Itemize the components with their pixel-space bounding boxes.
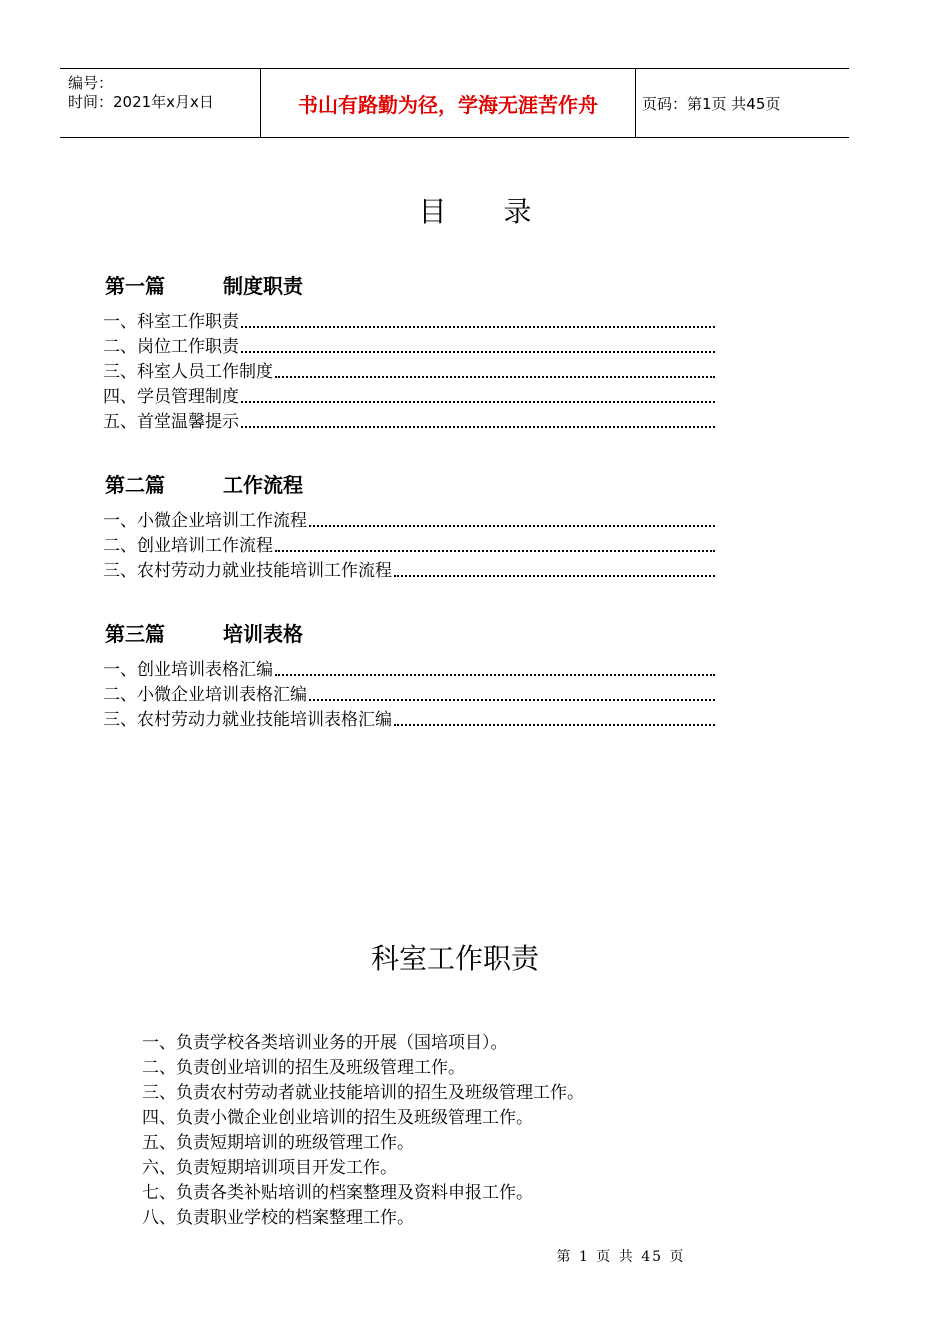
- toc-entry[interactable]: [103, 410, 715, 434]
- toc-entry[interactable]: [103, 534, 715, 558]
- toc-entry-label: 二、小微企业培训表格汇编: [103, 685, 307, 705]
- toc-entry[interactable]: [103, 335, 715, 359]
- duty-item: 八、负责职业学校的档案整理工作。: [142, 1208, 414, 1228]
- toc-entry-label: 三、科室人员工作制度: [103, 362, 273, 382]
- duty-item: 二、负责创业培训的招生及班级管理工作。: [142, 1058, 465, 1078]
- toc-part-1-heading: [105, 270, 303, 299]
- duty-item: 七、负责各类补贴培训的档案整理及资料申报工作。: [142, 1183, 533, 1203]
- toc-title: 目 录: [418, 195, 556, 228]
- header-motto: 书山有路勤为径，学海无涯苦作舟: [260, 69, 636, 137]
- toc-part-3-heading: [105, 618, 303, 647]
- toc-dot-leader: [241, 426, 715, 428]
- toc-dot-leader: [241, 351, 715, 353]
- toc-part-number: 第一篇: [105, 274, 165, 298]
- toc-dot-leader: [275, 674, 715, 676]
- toc-part-name: 制度职责: [223, 274, 303, 298]
- toc-dot-leader: [241, 401, 715, 403]
- toc-part-2-heading: [105, 469, 303, 498]
- toc-dot-leader: [309, 699, 715, 701]
- toc-dot-leader: [275, 550, 715, 552]
- header-page-label: 页码：第1页 共45页: [642, 94, 781, 113]
- toc-entry[interactable]: [103, 509, 715, 533]
- toc-part-number: 第三篇: [105, 622, 165, 646]
- toc-entry-label: 五、首堂温馨提示: [103, 412, 239, 432]
- header-meta: [60, 69, 260, 137]
- toc-entry[interactable]: [103, 385, 715, 409]
- toc-entry-label: 二、创业培训工作流程: [103, 536, 273, 556]
- toc-dot-leader: [275, 376, 715, 378]
- toc-dot-leader: [394, 575, 715, 577]
- toc-entry[interactable]: [103, 683, 715, 707]
- toc-part-name: 培训表格: [223, 622, 303, 646]
- document-date-label: 时间：2021年x月x日: [68, 93, 214, 111]
- duty-item: 五、负责短期培训的班级管理工作。: [142, 1133, 414, 1153]
- toc-entry-label: 一、科室工作职责: [103, 312, 239, 332]
- toc-entry[interactable]: [103, 708, 715, 732]
- toc-part-name: 工作流程: [223, 473, 303, 497]
- toc-entry-label: 一、小微企业培训工作流程: [103, 511, 307, 531]
- toc-dot-leader: [394, 724, 715, 726]
- toc-dot-leader: [241, 326, 715, 328]
- duty-item: 四、负责小微企业创业培训的招生及班级管理工作。: [142, 1108, 533, 1128]
- toc-entry[interactable]: [103, 658, 715, 682]
- toc-entry-label: 四、学员管理制度: [103, 387, 239, 407]
- document-number-label: 编号：: [68, 74, 114, 92]
- page-header: [60, 68, 849, 138]
- toc-entry-label: 三、农村劳动力就业技能培训工作流程: [103, 561, 392, 581]
- page-footer: 第 1 页 共 45 页: [556, 1249, 686, 1265]
- toc-part-number: 第二篇: [105, 473, 165, 497]
- duty-item: 六、负责短期培训项目开发工作。: [142, 1158, 397, 1178]
- toc-entry[interactable]: [103, 559, 715, 583]
- toc-entry-label: 二、岗位工作职责: [103, 337, 239, 357]
- toc-entry-label: 一、创业培训表格汇编: [103, 660, 273, 680]
- toc-dot-leader: [309, 525, 715, 527]
- section-title: 科室工作职责: [370, 942, 539, 975]
- duty-item: 三、负责农村劳动者就业技能培训的招生及班级管理工作。: [142, 1083, 584, 1103]
- toc-entry[interactable]: [103, 360, 715, 384]
- toc-entry[interactable]: [103, 310, 715, 334]
- toc-entry-label: 三、农村劳动力就业技能培训表格汇编: [103, 710, 392, 730]
- duty-item: 一、负责学校各类培训业务的开展（国培项目）。: [142, 1033, 508, 1053]
